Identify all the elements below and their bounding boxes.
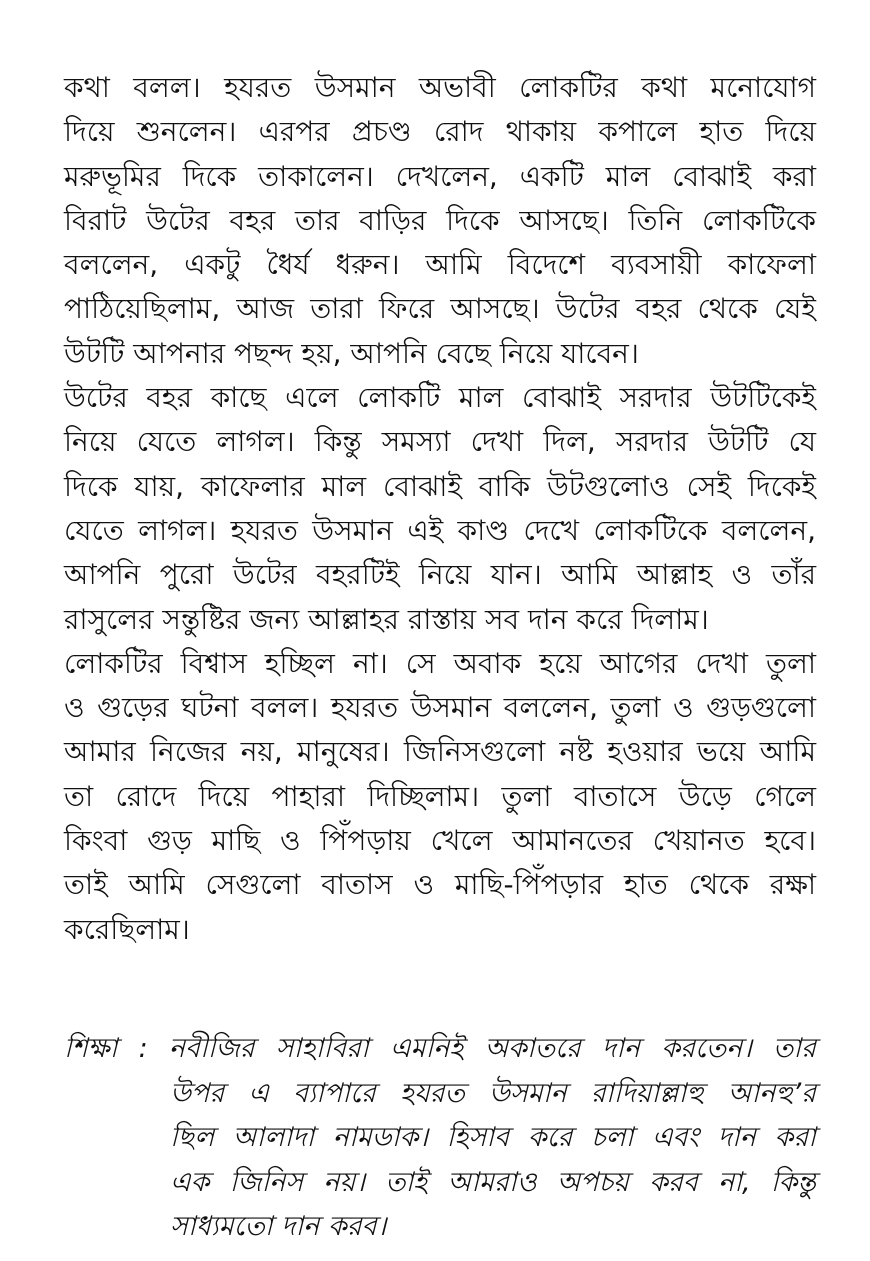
text-line: বিরাট উটের বহর তার বাড়ির দিকে আসছে। তিনি লোকটিকে (64, 203, 816, 237)
paragraph-3 (64, 642, 816, 952)
lesson-first-line: শিক্ষা : নবীজির সাহাবিরা এমনিই অকাতরে দান করতেন। তার (64, 1033, 816, 1064)
text-line: করেছিলাম। (64, 912, 190, 946)
story-text (64, 66, 816, 952)
text-line: দিকে যায়, কাফেলার মাল বোঝাই বাকি উটগুলোও সেই দিকেই (64, 469, 816, 503)
text-line: রাসুলের সন্তুষ্টির জন্য আল্লাহর রাস্তায় সব দান করে দিলাম। (64, 602, 709, 636)
paragraph-1 (64, 66, 816, 376)
text-line: পাঠিয়েছিলাম, আজ তারা ফিরে আসছে। উটের বহর থেকে যেই (64, 292, 816, 326)
lesson-line: এক জিনিস নয়। তাই আমরাও অপচয় করব না, কিন্তু (170, 1166, 816, 1198)
text-line: ও গুড়ের ঘটনা বলল। হযরত উসমান বললেন, তুলা ও গুড়গুলো (64, 691, 816, 725)
paragraph-2 (64, 376, 816, 642)
lesson-box (64, 1027, 816, 1250)
text-line: তাই আমি সেগুলো বাতাস ও মাছি-পিঁপড়ার হাত থেকে রক্ষা (64, 868, 816, 902)
text-line: তা রোদে দিয়ে পাহারা দিচ্ছিলাম। তুলা বাতাসে উড়ে গেলে (64, 779, 816, 813)
text-line: দিয়ে শুনলেন। এরপর প্রচণ্ড রোদ থাকায় কপালে হাত দিয়ে (64, 115, 816, 149)
text-line: নিয়ে যেতে লাগল। কিন্তু সমস্যা দেখা দিল, সরদার উটটি যে (64, 425, 816, 459)
text-line: লোকটির বিশ্বাস হচ্ছিল না। সে অবাক হয়ে আগের দেখা তুলা (64, 646, 816, 680)
lesson-line: সাধ্যমতো দান করব। (170, 1211, 387, 1242)
lesson-line: ছিল আলাদা নামডাক। হিসাব করে চলা এবং দান করা (170, 1122, 816, 1153)
text-line: মরুভূমির দিকে তাকালেন। দেখলেন, একটি মাল বোঝাই করা (64, 159, 816, 193)
text-line: উটের বহর কাছে এলে লোকটি মাল বোঝাই সরদার উটটিকেই (64, 381, 816, 415)
lesson-line: উপর এ ব্যাপারে হযরত উসমান রাদিয়াল্লাহু আনহু’র (170, 1077, 816, 1109)
text-line: আপনি পুরো উটের বহরটিই নিয়ে যান। আমি আল্লাহ ও তাঁর (64, 558, 816, 592)
text-line: কথা বলল। হযরত উসমান অভাবী লোকটির কথা মনোযোগ (64, 71, 816, 104)
text-line: যেতে লাগল। হযরত উসমান এই কাণ্ড দেখে লোকটিকে বললেন, (64, 513, 816, 547)
text-line: কিংবা গুড় মাছি ও পিঁপড়ায় খেলে আমানতের খেয়ানত হবে। (64, 824, 816, 858)
text-line: বললেন, একটু ধৈর্য ধরুন। আমি বিদেশে ব্যবসায়ী কাফেলা (64, 248, 816, 282)
text-line: আমার নিজের নয়, মানুষের। জিনিসগুলো নষ্ট হওয়ার ভয়ে আমি (64, 735, 816, 769)
text-line: উটটি আপনার পছন্দ হয়, আপনি বেছে নিয়ে যাবেন। (64, 336, 639, 370)
